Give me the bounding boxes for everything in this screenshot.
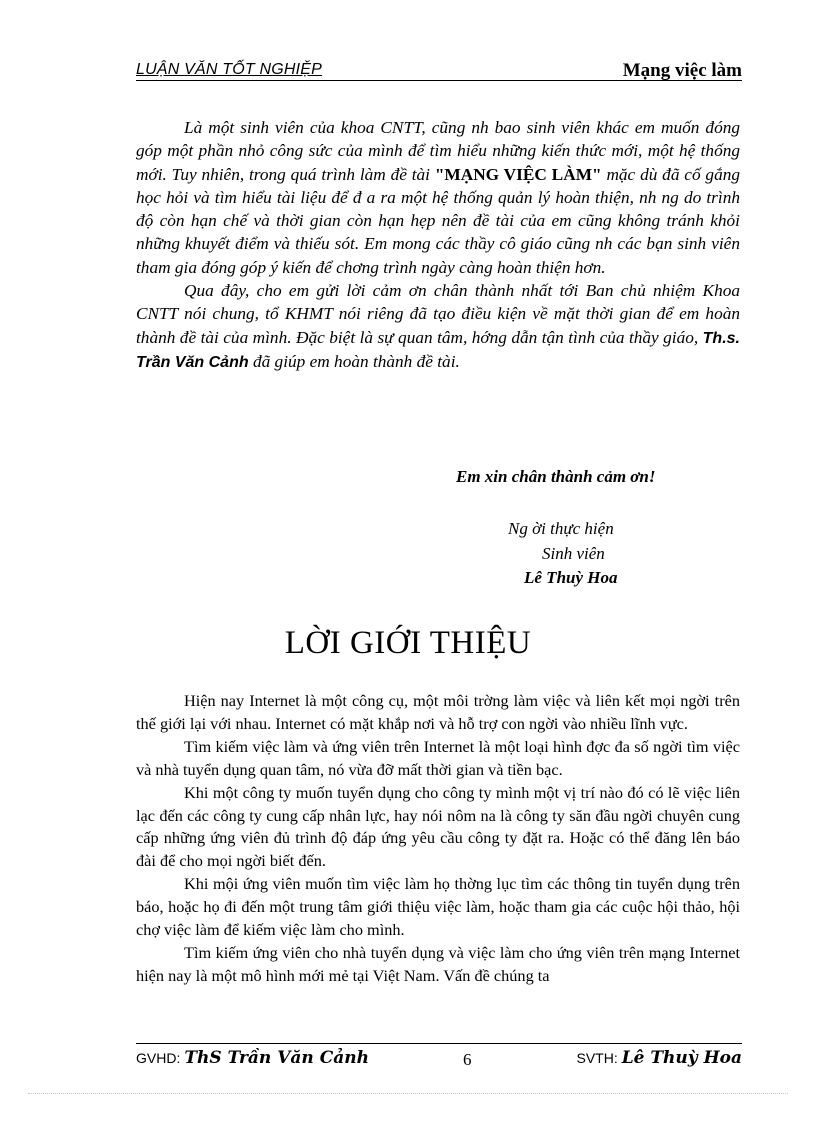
ack-p2-text: Qua đây, cho em gửi lời cảm ơn chân thành nhất tới Ban chủ nhiệm Khoa CNTT nói chung, tổ KHMT nói riêng đã tạo điều kiện về mặt thời gian để em hoàn thành đề tài của mình. Đặc biệt là sự quan tâm, hớng dẫn tận tình của thầy giáo,: [136, 281, 740, 347]
header-topic-label: Mạng việc làm: [622, 60, 742, 81]
header-rule: [136, 80, 742, 81]
acknowledgement-section: [136, 116, 740, 374]
footer-rule: [136, 1043, 742, 1044]
ack-p2-text-end: đã giúp em hoàn thành đề tài.: [248, 351, 460, 371]
footer-supervisor: [136, 1048, 369, 1068]
footer-gvhd-label: GVHD:: [136, 1050, 181, 1066]
page-number: 6: [463, 1050, 472, 1069]
intro-paragraph: Tìm kiếm việc làm và ứng viên trên Internet là một loại hình đợc đa số ngời tìm việc và nhà tuyển dụng quan tâm, nó vừa đỡ mất thời gian và tiền bạc.: [136, 736, 740, 779]
signature-name: Lê Thuỳ Hoa: [524, 568, 618, 587]
signature-title: Sinh viên: [542, 544, 605, 563]
page-bottom-dotted-rule: [28, 1093, 788, 1094]
ack-p1-text: Là một sinh viên của khoa CNTT, cũng nh bao sinh viên khác em muốn đóng góp một phần nhỏ công sức của mình để tìm hiểu những kiến thức mới, một hệ thống mới. Tuy nhiên, trong quá trình làm đề tài: [136, 118, 740, 184]
introduction-body: [136, 690, 740, 988]
intro-paragraph: Khi mội ứng viên muốn tìm việc làm họ thờng lục tìm các thông tin tuyển dụng trên báo, hoặc họ đi đến một trung tâm giới thiệu việc làm, hoặc tham gia các cuộc hội thảo, hội chợ việc làm để kiếm việc làm cho mình.: [136, 874, 740, 940]
ack-p1-text-end: mặc dù đã cố gắng học hỏi và tìm hiểu tài liệu để đ a ra một hệ thống quản lý hoàn thiện, nh ng do trình độ còn hạn chế và thời gian còn hạn hẹp nên đề tài của em cũng không tránh khỏi những khuyết điểm và thiếu sót. Em mong các thầy cô giáo cũng nh các bạn sinh viên tham gia đóng góp ý kiến để chơng trình ngày càng hoàn thiện hơn.: [136, 164, 740, 277]
intro-paragraph: Hiện nay Internet là một công cụ, một môi trờng làm việc và liên kết mọi ngời trên thế giới lại với nhau. Internet có mặt khắp nơi và hỗ trợ con ngời vào nhiều lĩnh vực.: [136, 691, 740, 733]
header-thesis-label: LUẬN VĂN TỐT NGHIỆP: [136, 61, 323, 78]
signature-role: Ng ời thực hiện: [508, 519, 614, 538]
footer-gvhd-name: ThS Trần Văn Cảnh: [184, 1048, 369, 1068]
supervisor-name: Th.s. Trần Văn Cảnh: [136, 329, 740, 371]
section-title: LỜI GIỚI THIỆU: [284, 625, 532, 661]
thanks-line: Em xin chân thành cảm ơn!: [456, 467, 656, 486]
acknowledgement-paragraph-1: [136, 116, 740, 279]
acknowledgement-paragraph-2: [136, 279, 740, 374]
intro-paragraph: Tìm kiếm ứng viên cho nhà tuyển dụng và việc làm cho ứng viên trên mạng Internet hiện nay là một mô hình mới mẻ tại Việt Nam. Vấn đề chúng ta: [136, 942, 740, 985]
footer-student: [576, 1048, 742, 1068]
project-title: "MẠNG VIỆC LÀM": [434, 164, 602, 184]
intro-paragraph: Khi một công ty muốn tuyển dụng cho công ty mình một vị trí nào đó có lẽ việc liên lạc đến các công ty cung cấp nhân lực, hay nói nôm na là công ty săn đầu ngời chuyên cung cấp những ứng viên đủ trình độ đáp ứng yêu cầu công ty đặt ra. Hoặc có thể đăng lên báo đài để cho mọi ngời biết đến.: [136, 782, 740, 871]
footer-svth-name: Lê Thuỳ Hoa: [621, 1048, 742, 1068]
footer-svth-label: SVTH:: [576, 1050, 618, 1066]
